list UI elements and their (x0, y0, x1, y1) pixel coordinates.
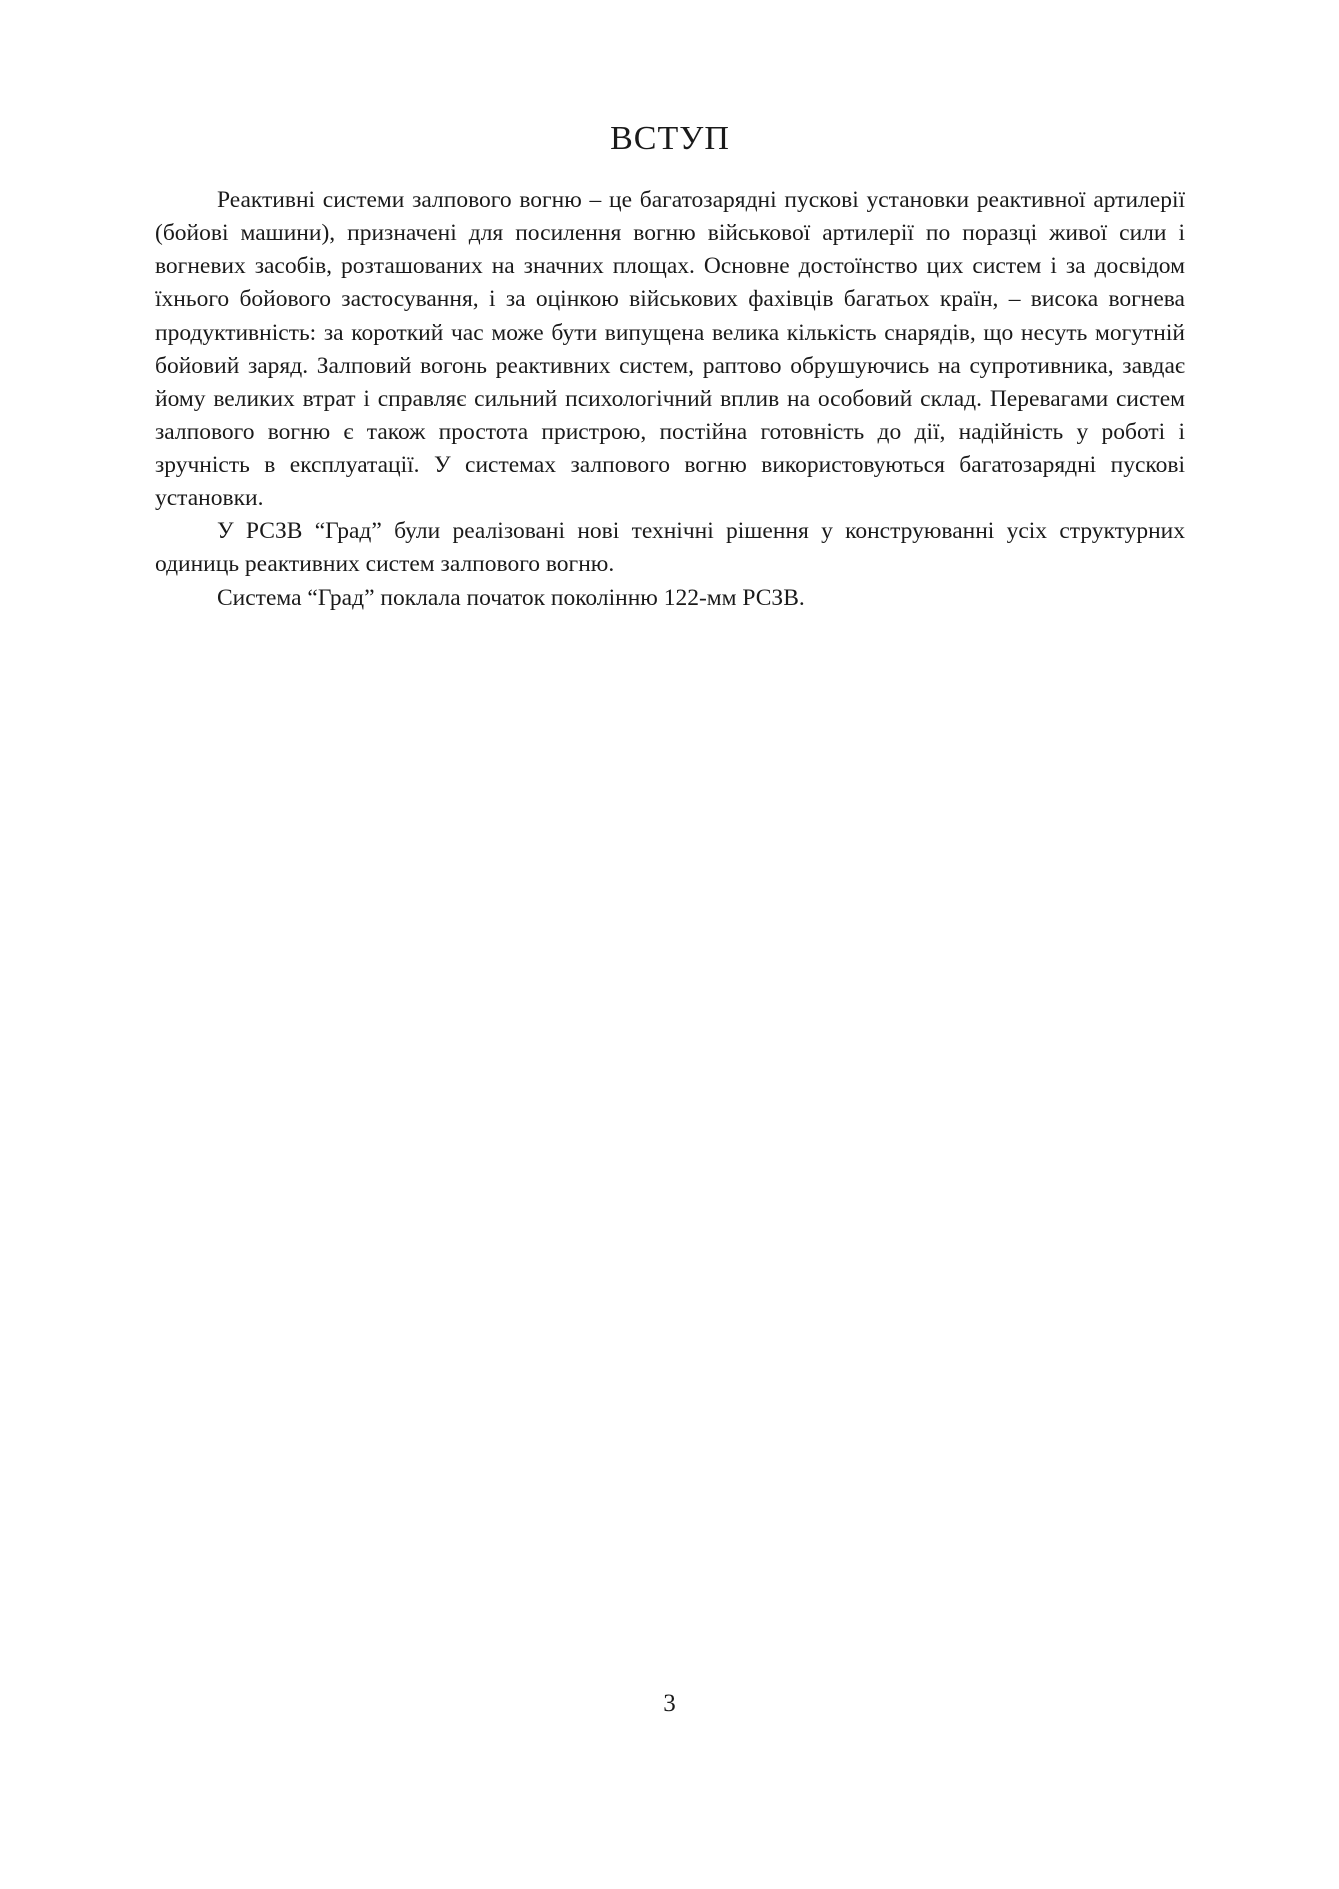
paragraph-grad-generation: Система “Град” поклала початок поколінню 122-мм РСЗВ. (217, 584, 805, 611)
page-content (155, 120, 1185, 615)
paragraph-intro: Реактивні системи залпового вогню – це багатозарядні пускові установки реактивної артилерії (бойові машини), призначені для посилення вогню військової артилерії по поразці живої сили і вогневих засобів, розташованих на значних площах. Основне достоїнство цих систем і за досвідом їхнього бойового застосування, і за оцінкою військових фахівців багатьох країн, – висока вогнева продуктивність: за короткий час може бути випущена велика кількість снарядів, що несуть могутній бойовий заряд. Залповий вогонь реактивних систем, раптово обрушуючись на супротивника, завдає йому великих втрат і справляє сильний психологічний вплив на особовий склад. Перевагами систем залпового вогню є також простота пристрою, постійна готовність до дії, надійність у роботі і зручність в експлуатації. У системах залпового вогню використовуються багатозарядні пускові установки. (155, 187, 1185, 512)
page-number: 3 (663, 1690, 676, 1717)
paragraph-grad-solutions: У РСЗВ “Град” були реалізовані нові технічні рішення у конструюванні усіх структурних одиниць реактивних систем залпового вогню. (155, 518, 1185, 578)
page-title: ВСТУП (610, 120, 730, 157)
